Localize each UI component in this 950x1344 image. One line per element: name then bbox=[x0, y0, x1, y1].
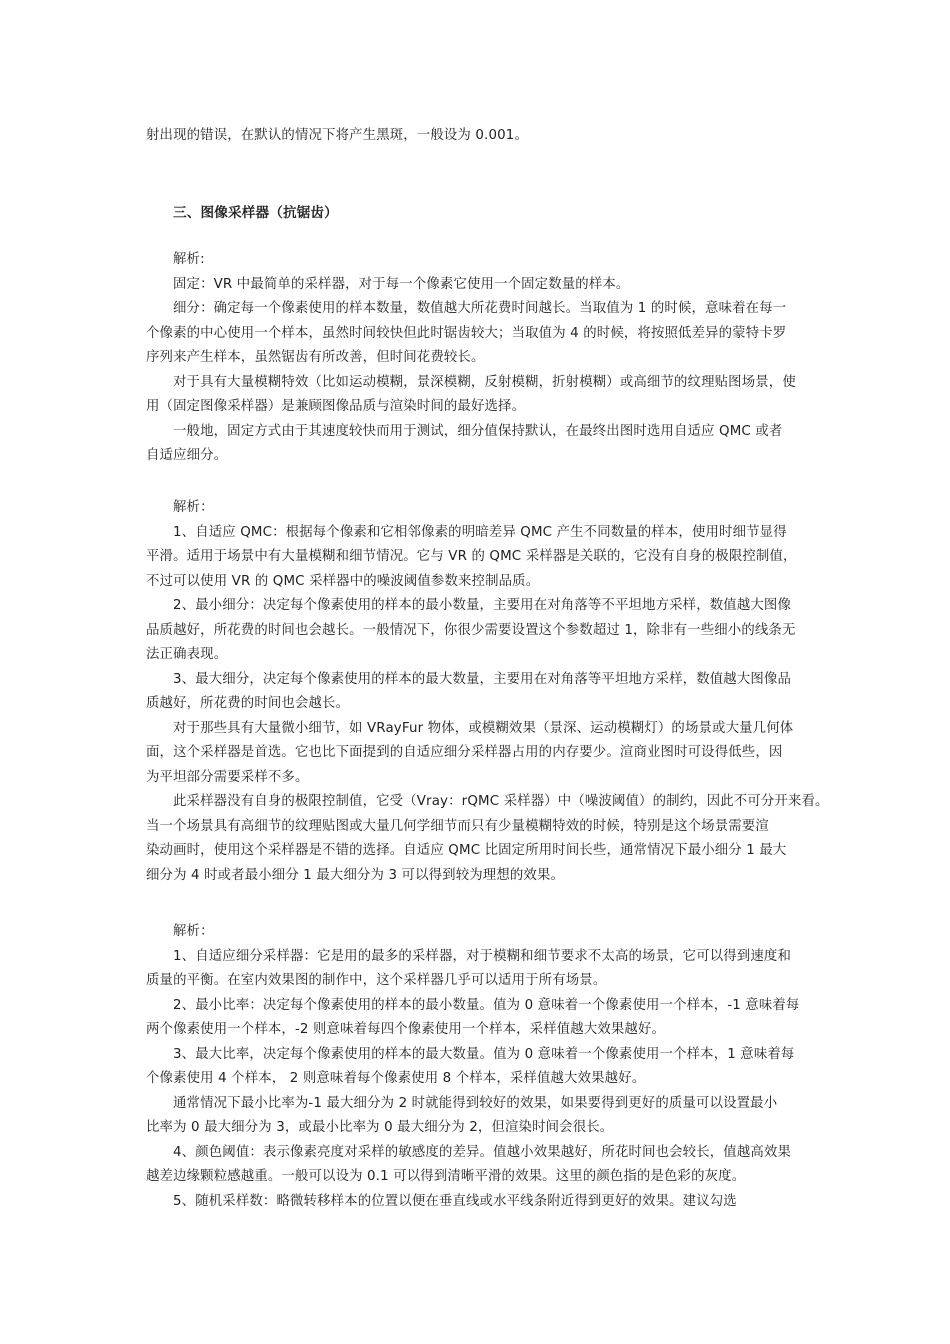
paragraph-line: 不过可以使用 VR 的 QMC 采样器中的噪波阈值参数来控制品质。 bbox=[146, 573, 540, 589]
paragraph-line: 平滑。适用于场景中有大量模糊和细节情况。它与 VR 的 QMC 采样器是关联的，它没有自身的极限控制值， bbox=[146, 549, 797, 564]
paragraph-line: 自适应细分。 bbox=[146, 448, 228, 463]
paragraph-line: 比率为 0 最大细分为 3，或最小比率为 0 最大细分为 2，但渲染时间会很长。 bbox=[146, 1120, 614, 1135]
paragraph-line: 5、随机采样数：略微转移样本的位置以便在垂直线或水平线条附近得到更好的效果。建议勾选 bbox=[173, 1193, 737, 1209]
paragraph-line: 法正确表现。 bbox=[146, 647, 228, 662]
section-title: 三、图像采样器（抗锯齿） bbox=[173, 205, 338, 221]
paragraph-line: 此采样器没有自身的极限控制值，它受（Vray：rQMC 采样器）中（噪波阈值）的制约，因此不可分开来看。 bbox=[173, 794, 829, 809]
paragraph-line: 用（固定图像采样器）是兼顾图像品质与渲染时间的最好选择。 bbox=[146, 399, 526, 414]
paragraph-line: 面，这个采样器是首选。它也比下面提到的自适应细分采样器占用的内存要少。渲商业图时可设得低些，因 bbox=[146, 745, 783, 760]
paragraph-line: 对于那些具有大量微小细节，如 VRayFur 物体，或模糊效果（景深、运动模糊灯）的场景或大量几何体 bbox=[173, 720, 794, 736]
paragraph-line: 一般地，固定方式由于其速度较快而用于测试，细分值保持默认，在最终出图时选用自适应 QMC 或者 bbox=[173, 423, 783, 439]
block-fixed-sampler bbox=[146, 248, 811, 469]
paragraph-line: 3、最大比率，决定每个像素使用的样本的最大数量。值为 0 意味着一个像素使用一个样本，1 意味着每 bbox=[173, 1046, 795, 1062]
block2-label: 解析： bbox=[173, 500, 214, 515]
paragraph-line: 个像素使用 4 个样本， 2 则意味着每个像素使用 8 个样本，采样值越大效果越好。 bbox=[146, 1071, 646, 1086]
paragraph-line: 品质越好，所花费的时间也会越长。一般情况下，你很少需要设置这个参数超过 1，除非有一些细小的线条无 bbox=[146, 622, 796, 638]
paragraph-line: 为平坦部分需要采样不多。 bbox=[146, 769, 309, 785]
paragraph-line: 2、最小比率：决定每个像素使用的样本的最小数量。值为 0 意味着一个像素使用一个样本，-1 意味着每 bbox=[173, 997, 800, 1013]
paragraph-line: 2、最小细分：决定每个像素使用的样本的最小数量，主要用在对角落等不平坦地方采样，数值越大图像 bbox=[173, 598, 791, 613]
paragraph-line: 越差边缘颗粒感越重。一般可以设为 0.1 可以得到清晰平滑的效果。这里的颜色指的是色彩的灰度。 bbox=[146, 1169, 746, 1184]
paragraph-line: 当一个场景具有高细节的纹理贴图或大量几何学细节而只有少量模糊特效的时候，特别是这个场景需要渲 bbox=[146, 818, 769, 834]
paragraph-line: 染动画时，使用这个采样器是不错的选择。自适应 QMC 比固定所用时间长些，通常情况下最小细分 1 最大 bbox=[146, 843, 787, 858]
paragraph-line: 细分：确定每一个像素使用的样本数量，数值越大所花费时间越长。当取值为 1 的时候，意味着在每一 bbox=[173, 301, 787, 316]
paragraph-line: 对于具有大量模糊特效（比如运动模糊，景深模糊，反射模糊，折射模糊）或高细节的纹理贴图场景，使 bbox=[173, 374, 796, 390]
block-adaptive-qmc bbox=[146, 496, 829, 888]
paragraph-line: 两个像素使用一个样本，-2 则意味着每四个像素使用一个样本，采样值越大效果越好。 bbox=[146, 1022, 666, 1037]
block3-label: 解析： bbox=[173, 924, 214, 939]
paragraph-line: 4、颜色阈值：表示像素亮度对采样的敏感度的差异。值越小效果越好，所花时间也会较长，值越高效果 bbox=[173, 1144, 791, 1160]
paragraph-line: 3、最大细分，决定每个像素使用的样本的最大数量，主要用在对角落等平坦地方采样，数值越大图像品 bbox=[173, 671, 791, 687]
paragraph-line: 细分为 4 时或者最小细分 1 最大细分为 3 可以得到较为理想的效果。 bbox=[146, 867, 565, 883]
paragraph-line: 个像素的中心使用一个样本，虽然时间较快但此时锯齿较大；当取值为 4 的时候，将按照低差异的蒙特卡罗 bbox=[146, 325, 787, 341]
paragraph-line: 1、自适应细分采样器：它是用的最多的采样器，对于模糊和细节要求不太高的场景，它可以得到速度和 bbox=[173, 948, 791, 964]
paragraph-line: 1、自适应 QMC：根据每个像素和它相邻像素的明暗差异 QMC 产生不同数量的样本，使用时细节显得 bbox=[173, 524, 787, 540]
paragraph-line: 通常情况下最小比率为-1 最大细分为 2 时就能得到较好的效果，如果要得到更好的质量可以设置最小 bbox=[173, 1095, 778, 1111]
paragraph-line: 质量的平衡。在室内效果图的制作中，这个采样器几乎可以适用于所有场景。 bbox=[146, 973, 607, 988]
paragraph-line: 序列来产生样本，虽然锯齿有所改善，但时间花费较长。 bbox=[146, 350, 485, 365]
block-adaptive-subdivision bbox=[146, 920, 811, 1214]
intro-text: 射出现的错误，在默认的情况下将产生黑斑，一般设为 0.001。 bbox=[146, 128, 529, 143]
paragraph-line: 固定：VR 中最简单的采样器，对于每一个像素它使用一个固定数量的样本。 bbox=[173, 276, 630, 292]
paragraph-line: 质越好，所花费的时间也会越长。 bbox=[146, 696, 350, 711]
block1-label: 解析: bbox=[173, 252, 205, 267]
